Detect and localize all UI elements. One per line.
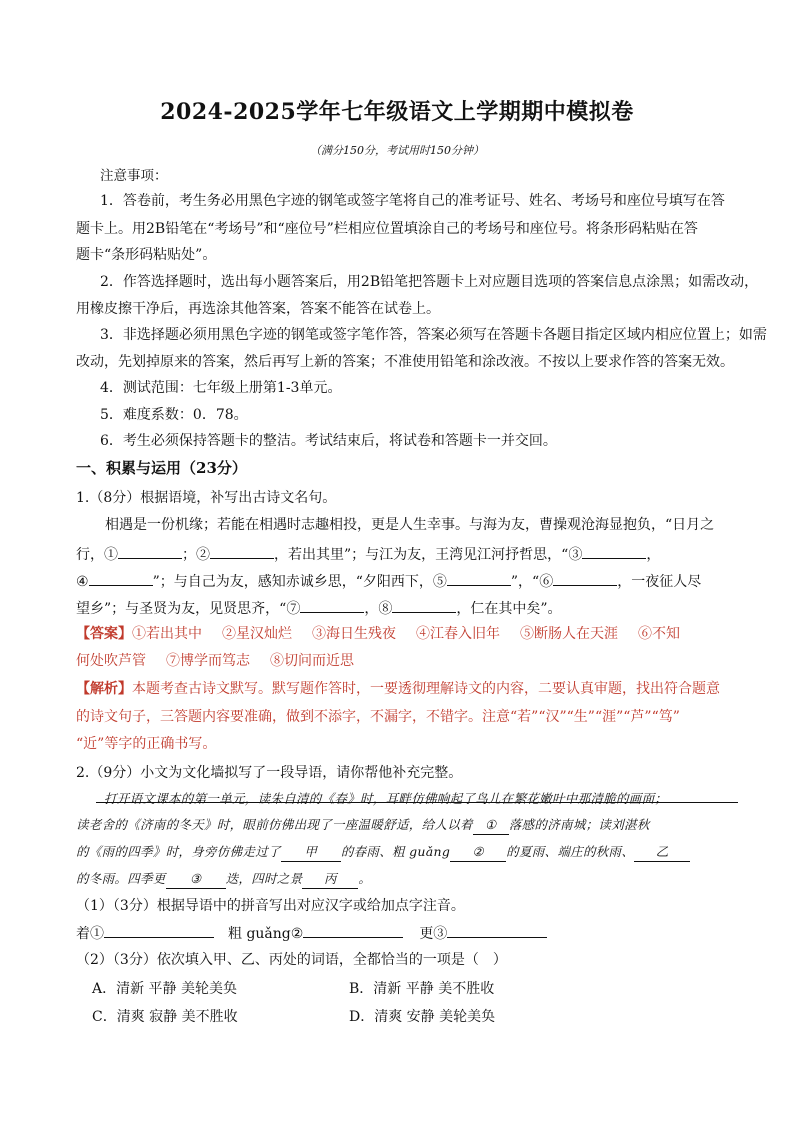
option-a[interactable]: A．清新 平静 美轮美奂 xyxy=(92,981,238,997)
answer-blank[interactable] xyxy=(210,544,274,559)
question-text: 行，① ；② ，若出其里”；与江为友，王湾见江河抒哲思，“③ ， xyxy=(76,544,660,564)
passage-line: 的《雨的四季》时，身旁仿佛走过了 甲 的春雨、粗 guǎng ② 的夏雨、端庄的秋雨、 乙 xyxy=(76,843,690,862)
option-b[interactable]: B．清新 平静 美不胜收 xyxy=(349,981,495,997)
question-text: 相遇是一份机缘；若能在相遇时志趣相投，更是人生幸事。与海为友，曹操观沧海显抱负，“日月之 xyxy=(105,517,715,533)
notice-line: 题卡“条形码粘贴处”。 xyxy=(76,247,217,263)
answer-blank[interactable] xyxy=(553,571,617,586)
answer-blank[interactable] xyxy=(447,571,511,586)
passage-blank[interactable]: ② xyxy=(450,843,506,862)
passage-blank[interactable]: ① xyxy=(473,816,509,835)
underline xyxy=(96,802,738,803)
answer-line: 何处吹芦管 ⑦博学而笃志 ⑧切问而近思 xyxy=(76,653,354,669)
analysis-line: 【解析】本题考查古诗文默写。默写题作答时，一要透彻理解诗文的内容，二要认真审题，找出符合题意 xyxy=(76,681,720,697)
passage-line: 的冬雨。四季更 ③ 迭，四时之景 丙 。 xyxy=(76,870,371,889)
page-subtitle: （满分150分，考试用时150分钟） xyxy=(310,144,484,157)
option-c[interactable]: C．清爽 寂静 美不胜收 xyxy=(92,1009,238,1025)
answer-blank[interactable] xyxy=(89,571,153,586)
question-stem: 2.（9分）小文为文化墙拟写了一段导语，请你帮他补充完整。 xyxy=(76,765,463,781)
answer-blank[interactable] xyxy=(582,544,646,559)
notice-line: 6．考生必须保持答题卡的整洁。考试结束后，将试卷和答题卡一并交回。 xyxy=(100,433,557,449)
question-text: 望乡”；与圣贤为友，见贤思齐，“⑦ ，⑧ ，仁在其中矣”。 xyxy=(76,598,562,618)
notice-line: 改动，先划掉原来的答案，然后再写上新的答案；不准使用铅笔和涂改液。不按以上要求作答的答案无效。 xyxy=(76,354,734,370)
section-heading: 一、积累与运用（23分） xyxy=(76,459,247,477)
fill-line: 着① 粗 guǎng② 更③ xyxy=(76,923,547,943)
answer-tag: 【答案】 xyxy=(76,626,132,642)
sub-question: （1）（3分）根据导语中的拼音写出对应汉字或给加点字注音。 xyxy=(76,898,465,914)
answer-blank[interactable] xyxy=(392,598,456,613)
notice-line: 4．测试范围：七年级上册第1-3单元。 xyxy=(100,380,342,396)
notice-line: 3．非选择题必须用黑色字迹的钢笔或签字笔作答，答案必须写在答题卡各题目指定区域内相应位置上；如需 xyxy=(100,327,767,343)
question-text: ④ ”；与自己为友，感知赤诚乡思，“夕阳西下，⑤ ”，“⑥ ，一夜征人尽 xyxy=(76,571,701,591)
notice-line: 题卡上。用2B铅笔在“考场号”和“座位号”栏相应位置填涂自己的考场号和座位号。将条形码粘贴在答 xyxy=(76,221,698,237)
option-d[interactable]: D．清爽 安静 美轮美奂 xyxy=(349,1009,496,1025)
sub-question: （2）（3分）依次填入甲、乙、丙处的词语，全都恰当的一项是（ ） xyxy=(76,952,507,968)
analysis-tag: 【解析】 xyxy=(76,681,132,697)
notice-line: 2．作答选择题时，选出每小题答案后，用2B铅笔把答题卡上对应题目选项的答案信息点涂黑；如需改动， xyxy=(100,274,759,290)
passage-line: 读老舍的《济南的冬天》时，眼前仿佛出现了一座温暖舒适，给人以着 ① 落感的济南城；读刘湛秋 xyxy=(76,816,650,835)
answer-blank[interactable] xyxy=(303,923,403,938)
passage-blank[interactable]: 丙 xyxy=(302,870,358,889)
notice-line: 5．难度系数：0．78。 xyxy=(100,407,248,423)
analysis-line: “近”等字的正确书写。 xyxy=(76,736,217,752)
answer-blank[interactable] xyxy=(300,598,364,613)
notice-line: 1．答卷前，考生务必用黑色字迹的钢笔或签字笔将自己的准考证号、姓名、考场号和座位号填写在答 xyxy=(100,193,725,209)
passage-line: 打开语文课本的第一单元，读朱自清的《春》时，耳畔仿佛响起了鸟儿在繁花嫩叶中那清脆的画面； xyxy=(104,791,668,806)
answer-blank[interactable] xyxy=(447,923,547,938)
analysis-line: 的诗文句子，三答题内容要准确，做到不添字，不漏字，不错字。注意“若”“汉”“生”“涯”“芦”“笃” xyxy=(76,709,680,725)
passage-blank[interactable]: 乙 xyxy=(634,843,690,862)
answer-blank[interactable] xyxy=(104,923,214,938)
passage-blank[interactable]: 甲 xyxy=(281,843,341,862)
passage-blank[interactable]: ③ xyxy=(166,870,226,889)
answer-line: 【答案】①若出其中 ②星汉灿烂 ③海日生残夜 ④江春入旧年 ⑤断肠人在天涯 ⑥不知 xyxy=(76,626,680,642)
question-stem: 1.（8分）根据语境，补写出古诗文名句。 xyxy=(76,490,337,506)
page-title: 2024-2025学年七年级语文上学期期中模拟卷 xyxy=(160,99,634,125)
notice-heading: 注意事项： xyxy=(100,168,168,184)
answer-blank[interactable] xyxy=(118,544,182,559)
notice-line: 用橡皮擦干净后，再选涂其他答案，答案不能答在试卷上。 xyxy=(76,301,440,317)
